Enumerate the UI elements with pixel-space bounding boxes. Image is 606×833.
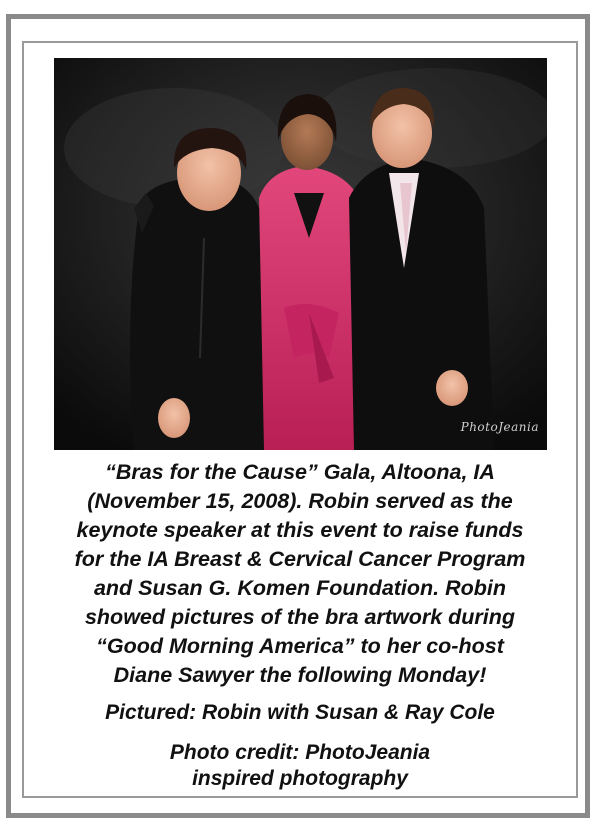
caption-main-text <box>28 458 572 690</box>
caption-line: for the IA Breast & Cervical Cancer Program <box>74 547 526 571</box>
caption-line: “Bras for the Cause” Gala, Altoona, IA <box>105 460 495 484</box>
portrait-illustration <box>54 58 547 450</box>
pictured-line: Pictured: Robin with Susan & Ray Cole <box>105 701 495 724</box>
credit-line: inspired photography <box>192 767 408 790</box>
caption-line: (November 15, 2008). Robin served as the <box>87 489 513 513</box>
photo-credit <box>28 740 572 792</box>
caption-line: “Good Morning America” to her co-host <box>96 634 504 658</box>
caption-line: Diane Sawyer the following Monday! <box>113 663 487 687</box>
photo-watermark: PhotoJeania <box>460 420 539 434</box>
caption <box>28 458 572 792</box>
group-portrait-photo <box>54 58 547 450</box>
caption-line: and Susan G. Komen Foundation. Robin <box>93 576 507 600</box>
credit-line: Photo credit: PhotoJeania <box>169 741 431 764</box>
caption-line: showed pictures of the bra artwork during <box>84 605 516 629</box>
caption-line: keynote speaker at this event to raise funds <box>76 518 524 542</box>
